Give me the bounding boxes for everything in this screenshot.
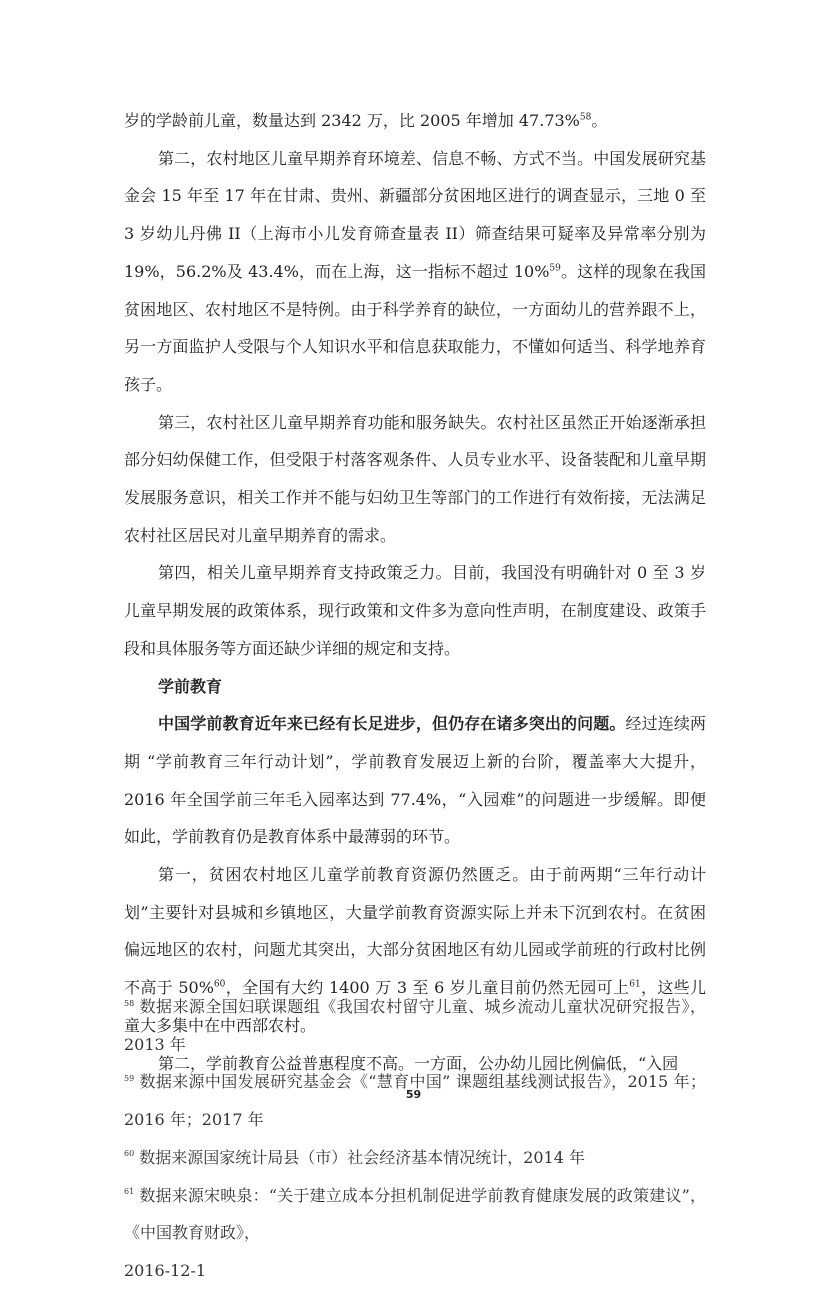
paragraph-text: 岁的学龄前儿童，数量达到 2342 万，比 2005 年增加 47.73% [124,111,580,130]
footnote-text: 数据来源全国妇联课题组《我国农村留守儿童、城乡流动儿童状况研究报告》，2013 年 [124,997,706,1054]
paragraph-text: 经过连续两期 “学前教育三年行动计划”，学前教育发展迈上新的台阶，覆盖率大大提升，2016 年全国学前三年毛入园率达到 77.4%，“入园难”的问题进一步缓解。即便如此，学前教育仍是教育体系中最薄弱的环节。 [124,714,706,847]
section-heading: 学前教育 [158,676,223,696]
footnote-ref[interactable]: 61 [629,979,641,990]
footnote-number: 58 [124,998,135,1008]
footnote-number: 61 [124,1187,135,1197]
paragraph: 第三，农村社区儿童早期养育功能和服务缺失。农村社区虽然正开始逐渐承担部分妇幼保健工作，但受限于村落客观条件、人员专业水平、设备装配和儿童早期发展服务意识，相关工作并不能与妇幼卫生等部门的工作进行有效衔接，无法满足农村社区居民对儿童早期养育的需求。 [124,412,706,545]
footnote-number: 59 [124,1074,135,1084]
footnote-ref[interactable]: 60 [213,979,226,990]
paragraph [124,705,706,856]
body-text [124,102,706,1082]
footnote [124,1063,706,1138]
footnote [124,1177,706,1252]
page-number: 59 [405,1088,422,1101]
paragraph-text: ，全国有大约 1400 万 3 至 6 岁儿童目前仍然无园可上 [225,978,630,998]
lead-sentence: 中国学前教育近年来已经有长足进步，但仍存在诸多突出的问题。 [158,714,626,734]
paragraph-text: 第一，贫困农村地区儿童学前教育资源仍然匮乏。由于前两期“三年行动计划”主要针对县城和乡镇地区，大量学前教育资源实际上并未下沉到农村。在贫困偏远地区的农村，问题尤其突出，大部分贫困地区有幼儿园或学前班的行政村比例不高于 50% [124,865,706,998]
paragraph-text: 第二，农村地区儿童早期养育环境差、信息不畅、方式不当。中国发展研究基金会 15 年至 17 年在甘肃、贵州、新疆部分贫困地区进行的调查显示，三地 0 至 3 岁幼儿丹佛 II（上海市小儿发育筛查量表 II）筛查结果可疑率及异常率分别为 19%，56.2%及 43.4%，而在上海，这一指标不超过 10% [124,148,706,281]
paragraph [124,102,706,140]
footnote-text: 数据来源宋映泉：“关于建立成本分担机制促进学前教育健康发展的政策建议”，《中国教育财政》， [124,1185,706,1243]
footnote-text: 数据来源中国发展研究基金会《“慧育中国” 课题组基线测试报告》，2015 年；2016 年；2017 年 [124,1072,706,1130]
paragraph-text: 。这样的现象在我国贫困地区、农村地区不是特例。由于科学养育的缺位，一方面幼儿的营养跟不上，另一方面监护人受限与个人知识水平和信息获取能力，不懂如何适当、科学地养育孩子。 [124,261,706,394]
footnote-number: 60 [124,1149,135,1159]
footnote-ref[interactable]: 59 [549,263,561,274]
footnotes [124,988,706,1290]
paragraph [124,140,706,404]
footnote-continuation: 2016-12-1 [124,1260,207,1280]
paragraph: 第二，学前教育公益普惠程度不高。一方面，公办幼儿园比例偏低，“入园 [158,1053,679,1073]
footnote-ref[interactable]: 58 [579,112,592,123]
footnote [124,1139,706,1177]
paragraph-text: 。 [591,111,608,130]
footnote-text: 数据来源国家统计局县（市）社会经济基本情况统计，2014 年 [139,1147,585,1167]
paragraph: 第四，相关儿童早期养育支持政策乏力。目前，我国没有明确针对 0 至 3 岁儿童早期发展的政策体系，现行政策和文件多为意向性声明，在制度建设、政策手段和具体服务等方面还缺少详细的规定和支持。 [124,563,706,658]
footnote [124,988,706,1063]
paragraph-text: ，这些儿童大多集中在中西部农村。 [124,978,706,1035]
